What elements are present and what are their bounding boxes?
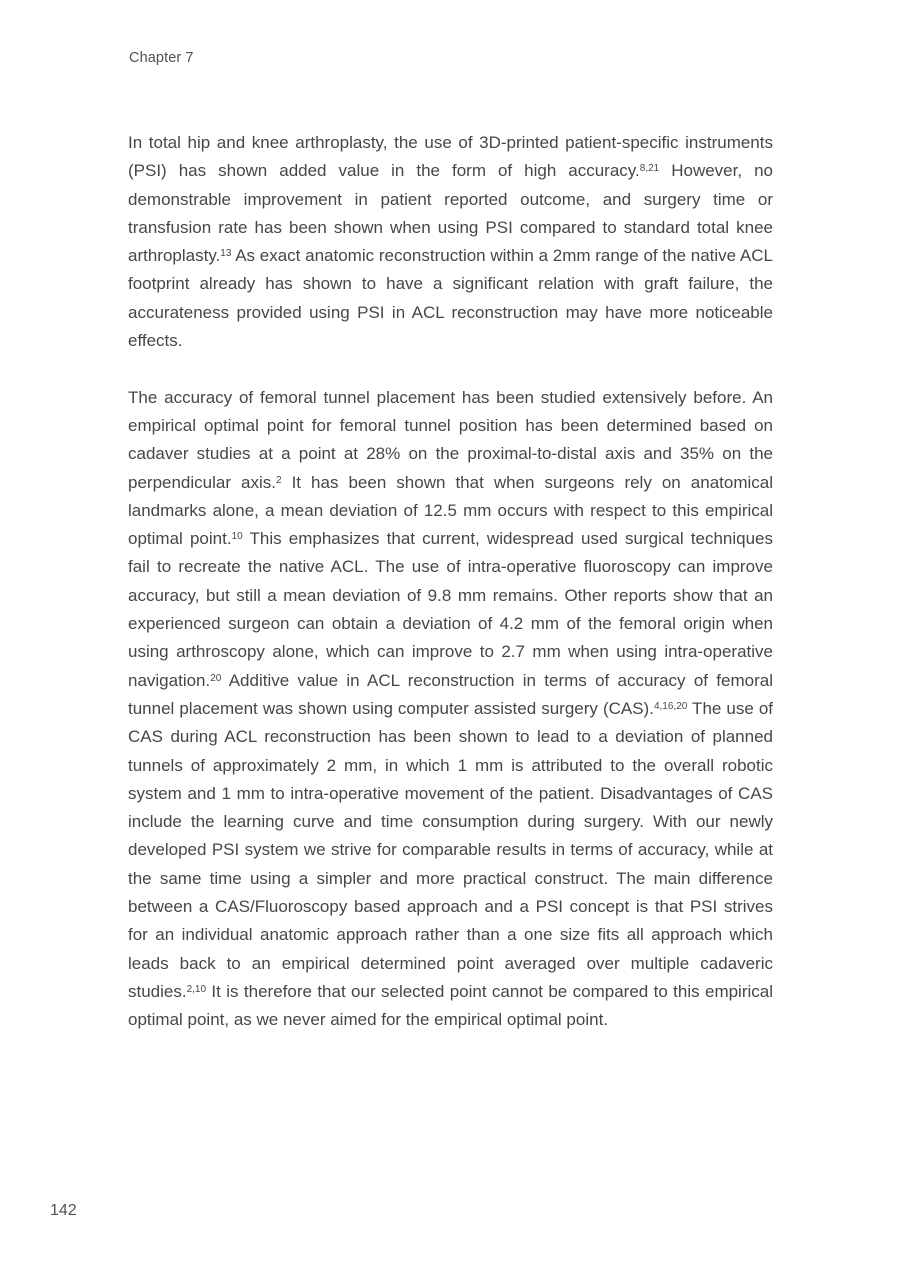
page-number: 142 xyxy=(50,1202,77,1219)
paragraph-psi-arthroplasty: In total hip and knee arthroplasty, the use of 3D-printed patient-specific instruments (PSI) has shown added value in the form of high accuracy.$^{8,21}$ However, no demonstrable improvement in patient reported outcome, and surgery time or transfusion rate has been shown when using PSI compared to standard total knee arthroplasty.$^{13}$ As exact anatomic reconstruction within a 2mm range of the native ACL footprint already has shown to have a significant relation with graft failure, the accurateness provided using PSI in ACL reconstruction may have more noticeable effects. xyxy=(128,133,773,351)
running-header-chapter: Chapter 7 xyxy=(129,50,194,66)
paragraph-femoral-tunnel-accuracy: The accuracy of femoral tunnel placement has been studied extensively before. An empirical optimal point for femoral tunnel position has been determined based on cadaver studies at a point at 28% on the proximal-to-distal axis and 35% on the perpendicular axis.$^2$ It has been shown that when surgeons rely on anatomical landmarks alone, a mean deviation of 12.5 mm occurs with respect to this empirical optimal point.$^{10}$ This emphasizes that current, widespread used surgical techniques fail to recreate the native ACL. The use of intra-operative fluoroscopy can improve accuracy, but still a mean deviation of 9.8 mm remains. Other reports show that an experienced surgeon can obtain a deviation of 4.2 mm of the femoral origin when using arthroscopy alone, which can improve to 2.7 mm when using intra-operative navigation.$^{20}$ Additive value in ACL reconstruction in terms of accuracy of femoral tunnel placement was shown using computer assisted surgery (CAS).$^{4,16,20}$ The use of CAS during ACL reconstruction has been shown to lead to a deviation of planned tunnels of approximately 2 mm, in which 1 mm is attributed to the overall robotic system and 1 mm to intra-operative movement of the patient. Disadvantages of CAS include the learning curve and time consumption during surgery. With our newly developed PSI system we strive for comparable results in terms of accuracy, while at the same time using a simpler and more practical construct. The main difference between a CAS/Fluoroscopy based approach and a PSI concept is that PSI strives for an individual anatomic approach rather than a one size fits all approach which leads back to an empirical determined point averaged over multiple cadaveric studies.$^{2,10}$ It is therefore that our selected point cannot be compared to this empirical optimal point, as we never aimed for the empirical optimal point. xyxy=(128,387,773,1030)
body-text-block xyxy=(128,129,773,1063)
